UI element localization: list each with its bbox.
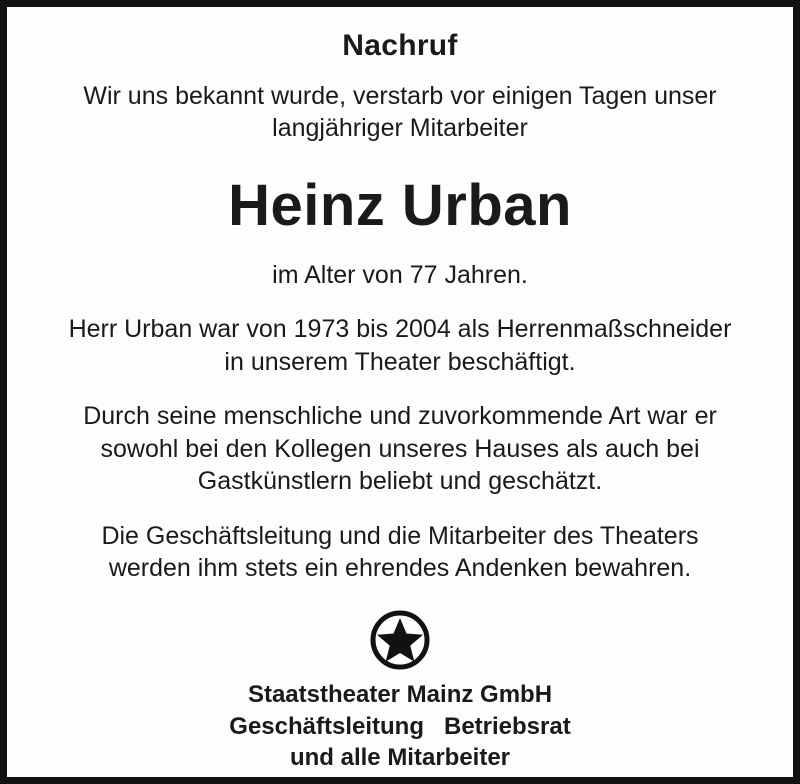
deceased-name: Heinz Urban — [228, 173, 572, 238]
paragraph-employment — [69, 313, 732, 378]
intro-line-2: langjähriger Mitarbeiter — [272, 114, 528, 142]
paragraph-3-line-1: Die Geschäftsleitung und die Mitarbeiter des Theaters — [101, 521, 699, 550]
intro-text — [83, 80, 716, 144]
paragraph-1-line-1: Herr Urban war von 1973 bis 2004 als Herrenmaßschneider — [68, 315, 732, 344]
paragraph-2-line-3: Gastkünstlern beliebt und geschätzt. — [197, 467, 603, 496]
signature-line-3: und alle Mitarbeiter — [289, 744, 511, 772]
signature-line-2: Geschäftsleitung Betriebsrat — [229, 712, 571, 740]
paragraph-character — [83, 400, 717, 498]
paragraph-remembrance — [101, 520, 698, 585]
signatory-block — [229, 679, 570, 774]
paragraph-1-line-2: in unserem Theater beschäftigt. — [224, 347, 576, 376]
age-text: im Alter von 77 Jahren. — [272, 260, 528, 289]
star-in-circle-icon — [369, 609, 431, 671]
emblem-container — [369, 609, 431, 671]
signature-line-1: Staatstheater Mainz GmbH — [247, 680, 553, 708]
page-title: Nachruf — [342, 29, 458, 62]
paragraph-2-line-2: sowohl bei den Kollegen unseres Hauses als auch bei — [100, 434, 700, 463]
paragraph-3-line-2: werden ihm stets ein ehrendes Andenken bewahren. — [108, 554, 692, 583]
intro-line-1: Wir uns bekannt wurde, verstarb vor einigen Tagen unser — [83, 82, 717, 110]
paragraph-2-line-1: Durch seine menschliche und zuvorkommende Art war er — [83, 402, 717, 431]
